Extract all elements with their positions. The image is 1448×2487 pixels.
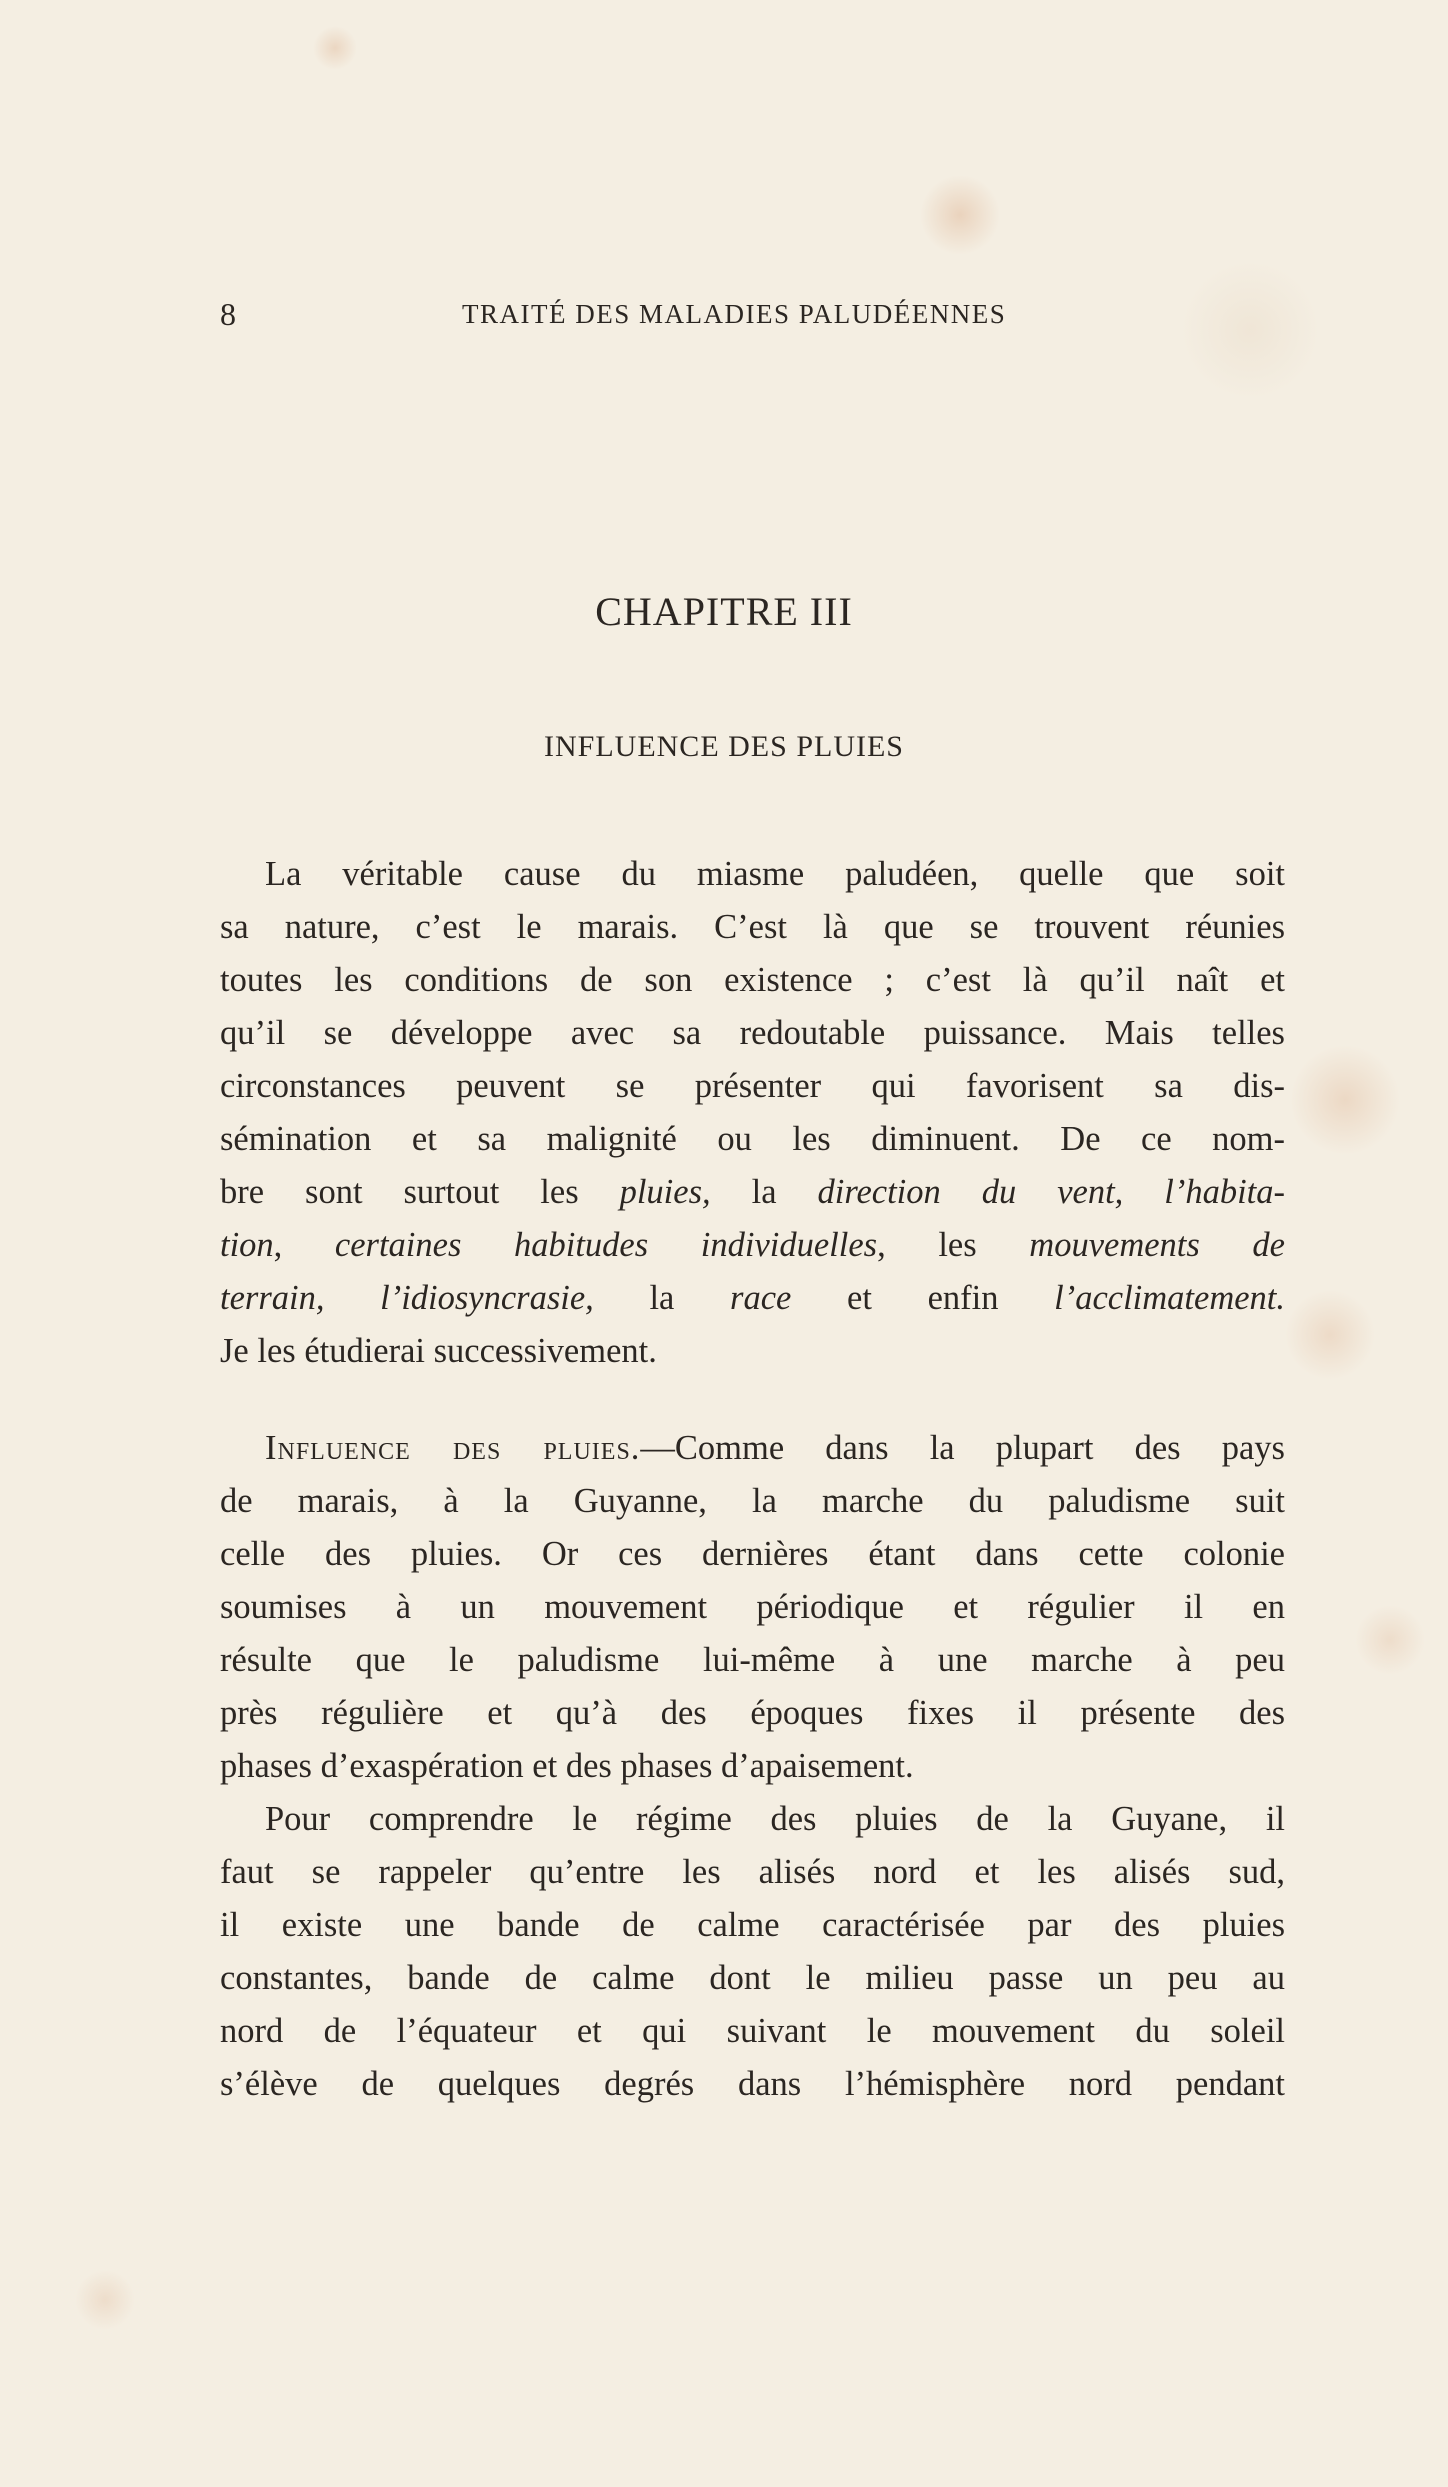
- text-line: faut se rappeler qu’entre les alisés nord et les alisés sud,: [220, 1853, 1285, 1891]
- text-run: la: [710, 1173, 818, 1211]
- text-line: La véritable cause du miasme paludéen, quelle que soit: [265, 855, 1285, 893]
- text-line: qu’il se développe avec sa redoutable puissance. Mais telles: [220, 1014, 1285, 1052]
- text-line: près régulière et qu’à des époques fixes il présente des: [220, 1694, 1285, 1732]
- text-line: sa nature, c’est le marais. C’est là que se trouvent réunies: [220, 908, 1285, 946]
- italic-term: l’idiosyncrasie,: [380, 1279, 594, 1317]
- text-line: il existe une bande de calme caractérisée par des pluies: [220, 1906, 1285, 1944]
- text-run: bre sont surtout les: [220, 1173, 620, 1211]
- italic-term: l’habita-: [1164, 1173, 1285, 1211]
- text-line: [220, 1166, 1285, 1219]
- text-run: la: [593, 1279, 731, 1317]
- text-line: résulte que le paludisme lui-même à une marche à peu: [220, 1641, 1285, 1679]
- text-line: sémination et sa malignité ou les diminuent. De ce nom-: [220, 1120, 1285, 1158]
- text-line: circonstances peuvent se présenter qui favorisent sa dis-: [220, 1067, 1285, 1105]
- text-run: et enfin: [791, 1279, 1055, 1317]
- italic-term: tion: [220, 1226, 274, 1264]
- text-line: soumises à un mouvement périodique et régulier il en: [220, 1588, 1285, 1626]
- text-line: phases d’exaspération et des phases d’apaisement.: [220, 1747, 914, 1785]
- page-number: 8: [220, 296, 237, 332]
- text-run: , les: [877, 1226, 1030, 1264]
- text-line: de marais, à la Guyanne, la marche du paludisme suit: [220, 1482, 1285, 1520]
- text-line: s’élève de quelques degrés dans l’hémisphère nord pendant: [220, 2065, 1285, 2103]
- text-run: [1123, 1173, 1164, 1211]
- text-run: —Comme dans la plupart des pays: [640, 1429, 1285, 1467]
- chapter-title: CHAPITRE III: [595, 589, 853, 634]
- italic-term: certaines habitudes individuelles: [334, 1226, 878, 1264]
- italic-term: pluies,: [619, 1173, 711, 1211]
- text-line: [220, 1219, 1285, 1272]
- text-line: [220, 1272, 1285, 1325]
- text-line: Je les étudierai successivement.: [220, 1332, 657, 1370]
- chapter-subtitle: INFLUENCE DES PLUIES: [543, 730, 904, 763]
- text-line: Pour comprendre le régime des pluies de la Guyane, il: [265, 1800, 1285, 1838]
- paragraph-regime-des-pluies: [220, 1793, 1285, 2111]
- text-line: constantes, bande de calme dont le milieu passe un peu au: [220, 1959, 1285, 1997]
- running-head: [220, 296, 1220, 336]
- italic-term: mouvements de: [1029, 1226, 1285, 1264]
- italic-term: race: [730, 1279, 792, 1317]
- running-title: TRAITÉ DES MALADIES PALUDÉENNES: [462, 299, 1007, 329]
- text-line: toutes les conditions de son existence ; c’est là qu’il naît et: [220, 961, 1285, 999]
- paragraph-influence-des-pluies: [220, 1422, 1285, 1793]
- paragraph-intro: [220, 848, 1285, 1378]
- italic-term: direction du vent,: [817, 1173, 1124, 1211]
- section-lead: Influence des pluies.: [265, 1429, 641, 1467]
- text-line: celle des pluies. Or ces dernières étant dans cette colonie: [220, 1535, 1285, 1573]
- italic-term: terrain,: [220, 1279, 325, 1317]
- text-line: nord de l’équateur et qui suivant le mouvement du soleil: [220, 2012, 1285, 2050]
- text-run: [324, 1279, 380, 1317]
- italic-term: l’acclimatement.: [1054, 1279, 1286, 1317]
- text-run: ,: [273, 1226, 335, 1264]
- text-line: [220, 1422, 1285, 1475]
